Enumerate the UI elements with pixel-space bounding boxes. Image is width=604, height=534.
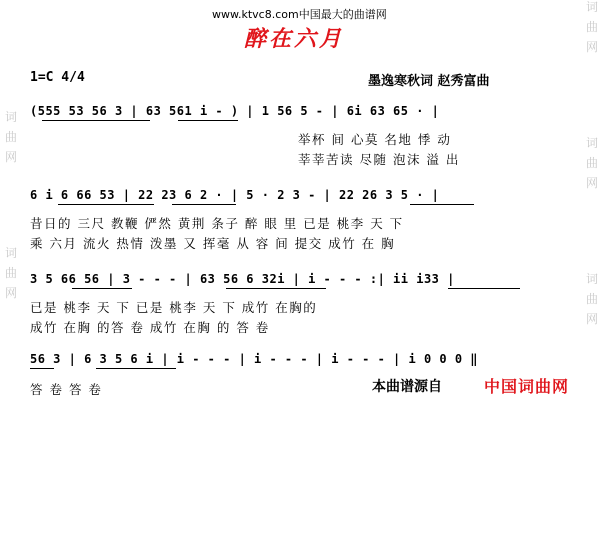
underline — [72, 288, 132, 289]
score-line-1-notes: (555 53 56 3 | 63 561 i - ) | 1 56 5 - | 6i 63 65 · | — [30, 104, 440, 118]
score-line-2-lyric-2: 乘 六月 流火 热情 泼墨 又 挥毫 从 容 间 提交 成竹 在 胸 — [30, 236, 396, 251]
underline — [42, 120, 150, 121]
watermark-char: 曲 — [585, 20, 598, 34]
underline — [96, 368, 176, 369]
underline — [178, 120, 238, 121]
score-line-2-notes: 6 i 6 66 53 | 22 23 6 2 · | 5 · 2 3 - | 22 26 3 5 · | — [30, 188, 440, 202]
watermark-char: 词 — [585, 136, 598, 150]
watermark-char: 网 — [585, 312, 598, 326]
watermark-char: 网 — [585, 176, 598, 190]
watermark-char: 网 — [585, 40, 598, 54]
brand-name: 中国词曲网 — [484, 377, 570, 396]
score-line-4-lyric-1: 答 卷 答 卷 — [30, 382, 103, 397]
underline — [448, 288, 520, 289]
score-line-4-notes: 56 3 | 6 3 5 6 i | i - - - | i - - - | i - - - | i 0 0 0 ‖ — [30, 352, 479, 366]
score-line-1-lyric-2: 莘莘苦读 尽随 泡沫 溢 出 — [298, 152, 460, 167]
key-signature: 1=C 4/4 — [30, 70, 85, 85]
score-line-1-lyric-1: 举杯 间 心莫 名地 悸 动 — [298, 132, 452, 147]
watermark-char: 曲 — [4, 266, 17, 280]
watermark-char: 词 — [585, 272, 598, 286]
watermark-char: 曲 — [585, 156, 598, 170]
site-url: www.ktvc8.com中国最大的曲谱网 — [212, 8, 387, 21]
score-line-2-lyric-1: 昔日的 三尺 教鞭 俨然 黄荆 条子 醉 眼 里 已是 桃李 天 下 — [30, 216, 404, 231]
underline — [226, 288, 326, 289]
watermark-left — [2, 0, 20, 534]
watermark-char: 词 — [585, 0, 598, 14]
score-line-3-notes: 3 5 66 56 | 3 - - - | 63 56 6 32i | i - - - :| ii i33 | — [30, 272, 455, 286]
watermark-char: 网 — [4, 150, 17, 164]
underline — [410, 204, 474, 205]
score-line-3-lyric-1: 已是 桃李 天 下 已是 桃李 天 下 成竹 在胸的 — [30, 300, 318, 315]
watermark-char: 曲 — [4, 130, 17, 144]
watermark-char: 曲 — [585, 292, 598, 306]
song-title: 醉在六月 — [244, 26, 345, 52]
watermark-char: 词 — [4, 246, 17, 260]
credits: 墨逸寒秋词 赵秀富曲 — [368, 74, 490, 89]
watermark-char: 词 — [4, 110, 17, 124]
score-line-3-lyric-2: 成竹 在胸 的答 卷 成竹 在胸 的 答 卷 — [30, 320, 270, 335]
watermark-right — [583, 0, 601, 424]
source-label: 本曲谱源自 — [372, 379, 442, 395]
underline — [30, 368, 54, 369]
underline — [172, 204, 236, 205]
watermark-char: 网 — [4, 286, 17, 300]
underline — [58, 204, 154, 205]
